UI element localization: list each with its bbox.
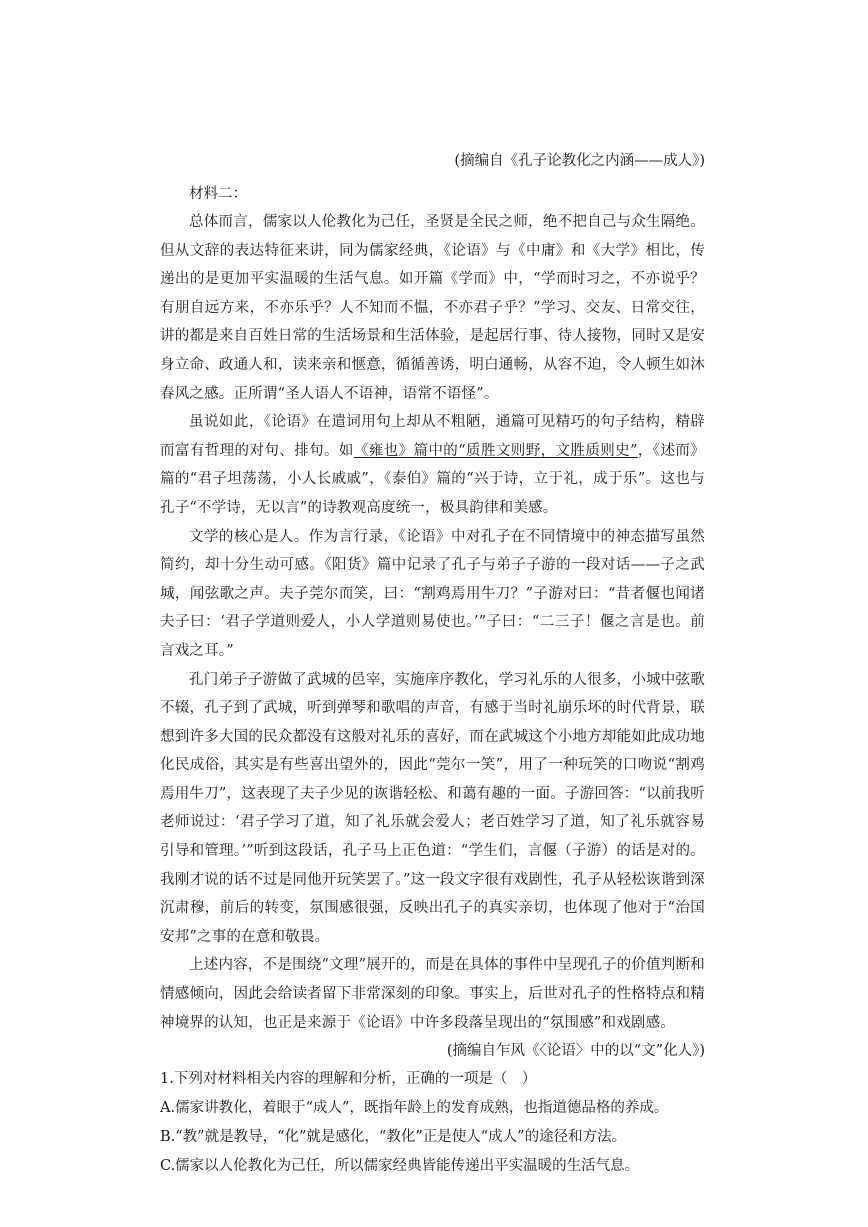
source-citation-top: (摘编自《孔子论教化之内涵——成人》) (454, 153, 705, 169)
material-label: 材料二： (189, 186, 247, 202)
paragraph-2 (160, 408, 705, 522)
paragraph-2-before: 虽说如此，《论语》在遣词用句上却从不粗陋，通篇可见精巧的句子结构，精辟而富有哲理的对句、排句。如 (160, 414, 705, 459)
paragraph-2-underlined: 《雍也》篇中的“质胜文则野，文胜质则史” (353, 442, 638, 459)
option-a: A.儒家讲教化，着眼于“成人”，既指年龄上的发育成熟，也指道德品格的养成。 (160, 1099, 669, 1116)
option-c: C.儒家以人伦教化为己任，所以儒家经典皆能传递出平实温暖的生活气息。 (160, 1157, 640, 1174)
paragraph-1: 总体而言，儒家以人伦教化为己任，圣贤是全民之师，绝不把自己与众生隔绝。但从文辞的表达特征来讲，同为儒家经典，《论语》与《中庸》和《大学》相比，传递出的是更加平实温暖的生活气息。如开篇《学而》中，“学而时习之，不亦说乎？有朋自远方来，不亦乐乎？人不知而不愠，不亦君子乎？”学习、交友、日常交往，讲的都是来自百姓日常的生活场景和生活体验，是起居行事、待人接物，同时又是安身立命、政通人和，读来亲和惬意，循循善诱，明白通畅，从容不迫，令人顿生如沐春风之感。正所谓“圣人语人不语神，语常不语怪”。 (160, 214, 705, 402)
paragraph-5: 上述内容，不是围绕“文理”展开的，而是在具体的事件中呈现孔子的价值判断和情感倾向，因此会给读者留下非常深刻的印象。事实上，后世对孔子的性格特点和精神境界的认知，也正是来源于《论语》中许多段落呈现出的“氛围感”和戏剧感。 (160, 957, 705, 1031)
paragraph-2-after: ，《述而》篇的“君子坦荡荡，小人长戚戚”，《泰伯》篇的“兴于诗，立于礼，成于乐”。这也与孔子“不学诗，无以言”的诗教观高度统一，极具韵律和美感。 (160, 442, 705, 516)
document-content (160, 148, 705, 1181)
source-citation-bottom: (摘编自乍风《〈论语〉中的以“文”化人》) (446, 1043, 705, 1060)
paragraph-4: 孔门弟子子游做了武城的邑宰，实施庠序教化，学习礼乐的人很多，小城中弦歌不辍，孔子到了武城，听到弹琴和歌唱的声音，有感于当时礼崩乐坏的时代背景，联想到许多大国的民众都没有这般对礼乐的喜好，而在武城这个小地方却能如此成功地化民成俗，其实是有些喜出望外的，因此“莞尔一笑”，用了一种玩笑的口吻说“割鸡焉用牛刀”，这表现了夫子少见的诙谐轻松、和蔼有趣的一面。子游回答：“以前我听老师说过：‘君子学习了道，知了礼乐就会爱人；老百姓学习了道，知了礼乐就容易引导和管理。’”听到这段话，孔子马上正色道：“学生们，言偃（子游）的话是对的。我刚才说的话不过是同他开玩笑罢了。”这一段文字很有戏剧性，孔子从轻松诙谐到深沉肃穆，前后的转变，氛围感很强，反映出孔子的真实亲切，也体现了他对于“治国安邦”之事的在意和敬畏。 (160, 671, 705, 945)
paragraph-3: 文学的核心是人。作为言行录，《论语》中对孔子在不同情境中的神态描写虽然简约，却十分生动可感。《阳货》篇中记录了孔子与弟子子游的一段对话——子之武城，闻弦歌之声。夫子莞尔而笑，曰：“割鸡焉用牛刀？”子游对曰：“昔者偃也闻诸夫子曰：‘君子学道则爱人，小人学道则易使也。’”子曰：“二三子！偃之言是也。前言戏之耳。” (160, 528, 705, 659)
option-b: B.“教”就是教导，“化”就是感化，“教化”正是使人“成人”的途径和方法。 (160, 1128, 627, 1145)
question-stem: 1.下列对材料相关内容的理解和分析，正确的一项是（ ） (160, 1071, 537, 1088)
